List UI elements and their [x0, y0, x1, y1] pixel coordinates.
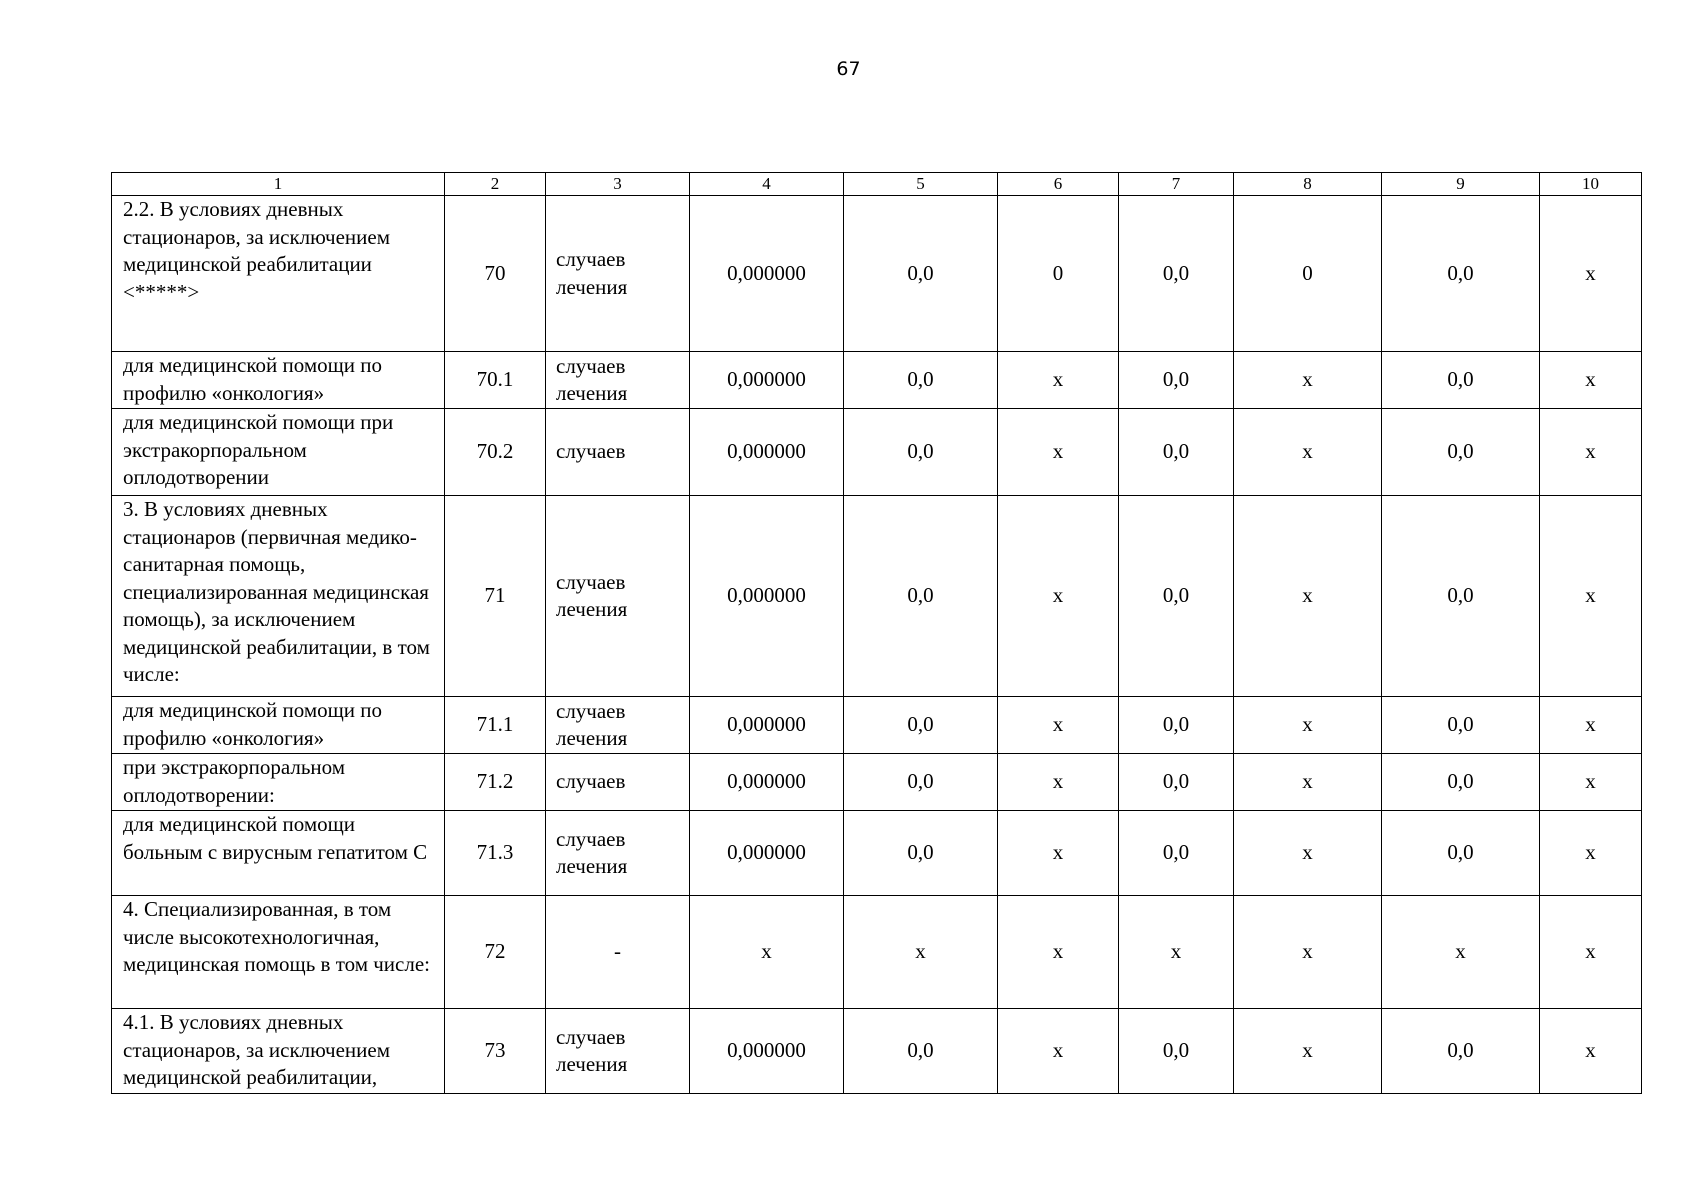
row-value-cell: 0,0 [1382, 811, 1540, 896]
row-code-cell: 71.2 [445, 754, 546, 811]
row-name-cell: 3. В условиях дневных стационаров (первичная медико-санитарная помощь, специализированная медицинская помощь), за исключением медицинской реабилитации, в том числе: [112, 496, 445, 697]
row-name-cell: 4. Специализированная, в том числе высокотехнологичная, медицинская помощь в том числе: [112, 896, 445, 1009]
row-value-cell: 0,0 [844, 1009, 998, 1094]
column-number-row [112, 173, 1642, 196]
row-code-cell: 71 [445, 496, 546, 697]
row-unit-cell: случаев [546, 754, 690, 811]
row-value-cell: 0,000000 [690, 496, 844, 697]
row-value-cell: 0,0 [1382, 496, 1540, 697]
row-name-cell: для медицинской помощи при экстракорпоральном оплодотворении [112, 409, 445, 496]
row-value-cell: х [1234, 496, 1382, 697]
row-value-cell: 0,000000 [690, 352, 844, 409]
row-value-cell: 0,0 [1119, 811, 1234, 896]
row-value-cell: 0,0 [844, 754, 998, 811]
row-value-cell: х [998, 896, 1119, 1009]
row-value-cell: х [1234, 811, 1382, 896]
row-value-cell: х [998, 1009, 1119, 1094]
row-value-cell: х [998, 496, 1119, 697]
row-value-cell: х [1540, 896, 1642, 1009]
row-value-cell: 0,0 [1119, 496, 1234, 697]
row-value-cell: 0 [1234, 196, 1382, 352]
row-name-cell: 2.2. В условиях дневных стационаров, за исключением медицинской реабилитации <*****> [112, 196, 445, 352]
row-value-cell: 0,0 [844, 409, 998, 496]
row-value-cell: 0,0 [1382, 196, 1540, 352]
row-value-cell: х [1382, 896, 1540, 1009]
row-value-cell: х [1540, 811, 1642, 896]
row-value-cell: 0,0 [1382, 1009, 1540, 1094]
column-number-cell: 1 [112, 173, 445, 196]
column-number-cell: 6 [998, 173, 1119, 196]
row-value-cell: х [1234, 896, 1382, 1009]
row-name-cell: для медицинской помощи по профилю «онкология» [112, 697, 445, 754]
row-value-cell: х [1540, 196, 1642, 352]
row-value-cell: х [998, 352, 1119, 409]
row-value-cell: 0,0 [844, 196, 998, 352]
row-name-cell: при экстракорпоральном оплодотворении: [112, 754, 445, 811]
row-value-cell: 0,0 [844, 352, 998, 409]
table-row [112, 697, 1642, 754]
row-value-cell: 0 [998, 196, 1119, 352]
row-name-cell: 4.1. В условиях дневных стационаров, за исключением медицинской реабилитации, [112, 1009, 445, 1094]
column-number-cell: 2 [445, 173, 546, 196]
column-number-cell: 5 [844, 173, 998, 196]
table-row [112, 896, 1642, 1009]
row-unit-cell: случаев [546, 409, 690, 496]
row-value-cell: 0,000000 [690, 697, 844, 754]
row-unit-cell: случаев лечения [546, 697, 690, 754]
row-value-cell: 0,000000 [690, 811, 844, 896]
table-row [112, 754, 1642, 811]
row-value-cell: 0,0 [1382, 409, 1540, 496]
row-value-cell: х [998, 754, 1119, 811]
row-value-cell: х [1540, 496, 1642, 697]
column-number-cell: 3 [546, 173, 690, 196]
row-name-cell: для медицинской помощи по профилю «онкология» [112, 352, 445, 409]
column-number-cell: 4 [690, 173, 844, 196]
row-value-cell: х [1540, 352, 1642, 409]
row-value-cell: х [1234, 754, 1382, 811]
row-unit-cell: - [546, 896, 690, 1009]
table-row [112, 811, 1642, 896]
row-value-cell: 0,0 [1119, 196, 1234, 352]
row-code-cell: 71.3 [445, 811, 546, 896]
row-unit-cell: случаев лечения [546, 811, 690, 896]
row-value-cell: х [1540, 754, 1642, 811]
column-number-cell: 8 [1234, 173, 1382, 196]
row-code-cell: 70.2 [445, 409, 546, 496]
row-value-cell: 0,000000 [690, 754, 844, 811]
table-row [112, 1009, 1642, 1094]
row-value-cell: х [998, 697, 1119, 754]
row-value-cell: х [1234, 697, 1382, 754]
row-value-cell: х [1540, 697, 1642, 754]
row-value-cell: х [844, 896, 998, 1009]
row-value-cell: 0,0 [1119, 1009, 1234, 1094]
row-unit-cell: случаев лечения [546, 1009, 690, 1094]
column-number-cell: 10 [1540, 173, 1642, 196]
row-name-cell: для медицинской помощи больным с вирусным гепатитом С [112, 811, 445, 896]
row-code-cell: 70 [445, 196, 546, 352]
data-table [111, 172, 1642, 1094]
row-value-cell: 0,0 [1382, 754, 1540, 811]
row-value-cell: 0,0 [1119, 352, 1234, 409]
table-row [112, 409, 1642, 496]
column-number-cell: 7 [1119, 173, 1234, 196]
row-value-cell: 0,000000 [690, 1009, 844, 1094]
row-value-cell: 0,0 [844, 496, 998, 697]
row-value-cell: х [998, 811, 1119, 896]
row-value-cell: х [690, 896, 844, 1009]
row-value-cell: 0,000000 [690, 409, 844, 496]
row-value-cell: х [1234, 409, 1382, 496]
row-value-cell: х [1119, 896, 1234, 1009]
row-code-cell: 73 [445, 1009, 546, 1094]
row-code-cell: 71.1 [445, 697, 546, 754]
row-value-cell: х [1540, 1009, 1642, 1094]
row-unit-cell: случаев лечения [546, 496, 690, 697]
table-row [112, 352, 1642, 409]
table-row [112, 496, 1642, 697]
row-unit-cell: случаев лечения [546, 196, 690, 352]
row-unit-cell: случаев лечения [546, 352, 690, 409]
row-code-cell: 70.1 [445, 352, 546, 409]
row-value-cell: х [998, 409, 1119, 496]
row-value-cell: 0,0 [1119, 409, 1234, 496]
row-code-cell: 72 [445, 896, 546, 1009]
row-value-cell: 0,000000 [690, 196, 844, 352]
page-number: 67 [836, 58, 861, 80]
row-value-cell: 0,0 [1382, 697, 1540, 754]
row-value-cell: х [1234, 352, 1382, 409]
row-value-cell: 0,0 [844, 697, 998, 754]
row-value-cell: 0,0 [844, 811, 998, 896]
row-value-cell: 0,0 [1119, 697, 1234, 754]
row-value-cell: 0,0 [1382, 352, 1540, 409]
table-row [112, 196, 1642, 352]
row-value-cell: х [1540, 409, 1642, 496]
row-value-cell: 0,0 [1119, 754, 1234, 811]
row-value-cell: х [1234, 1009, 1382, 1094]
column-number-cell: 9 [1382, 173, 1540, 196]
